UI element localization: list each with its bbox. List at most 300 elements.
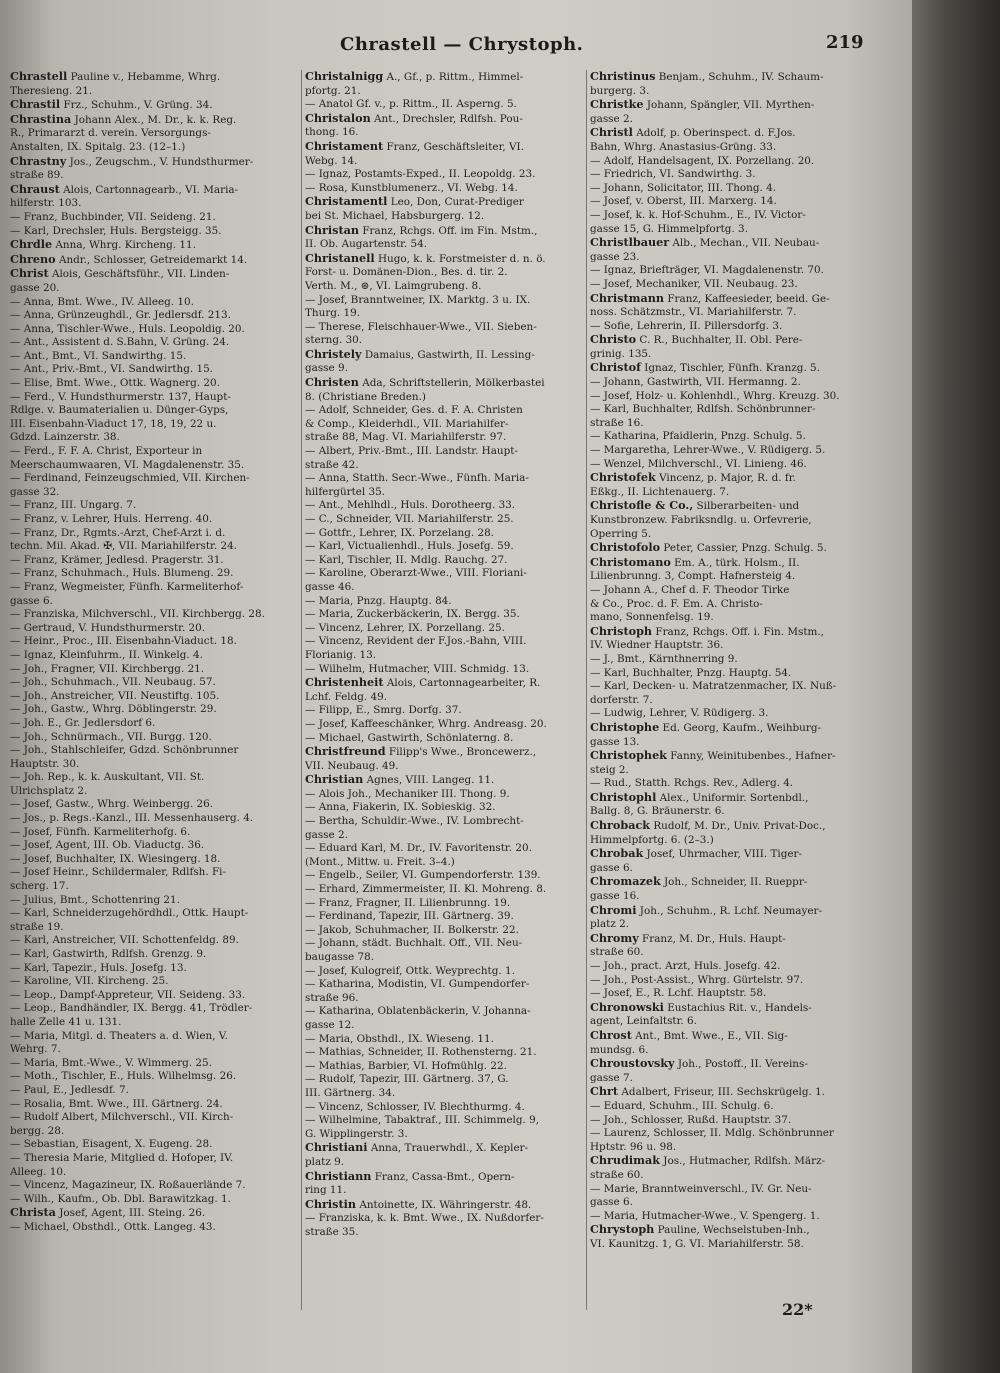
directory-entry <box>10 866 300 880</box>
directory-entry <box>10 98 300 113</box>
directory-entry <box>590 694 862 708</box>
directory-entry <box>590 653 862 667</box>
entry-text: — Michael, Gastwirth, Schönlaterng. 8. <box>305 731 514 744</box>
entry-text: Anna, Trauerwhdl., X. Kepler- <box>367 1142 529 1155</box>
directory-entry <box>305 513 595 527</box>
directory-entry <box>590 1044 862 1058</box>
entry-text: Hptstr. 96 u. 98. <box>590 1140 677 1153</box>
directory-entry <box>590 819 862 834</box>
entry-text: — Mathias, Barbier, VI. Hofmühlg. 22. <box>305 1059 507 1072</box>
directory-entry <box>590 791 862 806</box>
column-3 <box>590 70 862 1320</box>
directory-entry <box>305 622 595 636</box>
directory-entry <box>10 1179 300 1193</box>
entry-text: — Rud., Statth. Rchgs. Rev., Adlerg. 4. <box>590 777 794 790</box>
entry-text: gasse 20. <box>10 281 60 294</box>
entry-text: Ada, Schriftstellerin, Mölkerbastei <box>358 377 545 390</box>
entry-text: — Leop., Bandhändler, IX. Bergg. 41, Trödler- <box>10 1002 253 1015</box>
entry-text: — Franz, Krämer, Jedlesd. Pragerstr. 31. <box>10 553 224 566</box>
entry-text: — Erhard, Zimmermeister, II. Kl. Mohreng. 8. <box>305 883 547 896</box>
entry-text: — Josef, E., R. Lchf. Hauptstr. 58. <box>590 987 767 1000</box>
entry-text: — Karl, Decken- u. Matratzenmacher, IX. Nuß- <box>590 680 837 693</box>
directory-entry <box>590 847 862 862</box>
directory-entry <box>590 306 862 320</box>
entry-text: — C., Schneider, VII. Mariahilferstr. 25. <box>305 513 514 525</box>
directory-entry <box>590 1154 862 1169</box>
entry-text: Ballg. 8, G. Bräunerstr. 6. <box>590 805 725 818</box>
entry-text: — Josef, Gastw., Whrg. Weinbergg. 26. <box>10 798 214 811</box>
entry-text: — Franziska, k. k. Bmt. Wwe., IX. Nußdorfer- <box>305 1212 544 1225</box>
directory-entry <box>305 581 595 595</box>
directory-entry <box>10 1166 300 1180</box>
directory-entry <box>305 540 595 554</box>
entry-text: — Ant., Priv.-Bmt., VI. Sandwirthg. 15. <box>10 363 213 376</box>
directory-entry <box>10 1111 300 1125</box>
directory-entry <box>305 391 595 405</box>
entry-text: — Maria, Bmt.-Wwe., V. Wimmerg. 25. <box>10 1056 212 1069</box>
directory-entry <box>10 155 300 170</box>
entry-text: — Gottfr., Lehrer, IX. Porzelang. 28. <box>305 526 494 539</box>
directory-entry <box>10 581 300 595</box>
directory-entry <box>10 1098 300 1112</box>
entry-surname: Christalnigg <box>305 70 384 83</box>
entry-text: — Johann, Solicitator, III. Thong. 4. <box>590 181 777 194</box>
entry-text: — Karl, Drechsler, Huls. Bergsteigg. 35. <box>10 224 222 237</box>
entry-text: — Josef, v. Oberst, III. Marxerg. 14. <box>590 195 777 208</box>
directory-entry <box>305 691 595 705</box>
entry-surname: Christl <box>590 126 633 140</box>
entry-text: — Josef, Agent, III. Ob. Viaductg. 36. <box>10 839 205 852</box>
directory-entry <box>305 85 595 99</box>
directory-entry <box>10 513 300 527</box>
entry-text: straße 35. <box>305 1225 359 1238</box>
entry-text: Ant., Drechsler, Rdlfsh. Pou- <box>370 112 523 125</box>
entry-text: — Joh. E., Gr. Jedlersdorf 6. <box>10 716 156 729</box>
entry-text: A., Gf., p. Rittm., Himmel- <box>383 71 524 83</box>
entry-text: straße 89. <box>10 169 64 182</box>
directory-entry <box>10 445 300 459</box>
entry-text: — Karl, Buchhalter, Rdlfsh. Schönbrunner- <box>590 403 816 416</box>
entry-text: Anstalten, IX. Spitalg. 23. (12–1.) <box>10 140 186 153</box>
entry-text: — Wilhelmine, Tabaktraf., III. Schimmelg. 9, <box>305 1114 540 1127</box>
directory-entry <box>305 788 595 802</box>
directory-entry <box>590 611 862 625</box>
directory-entry <box>305 294 595 308</box>
entry-text: — Sofie, Lehrerin, II. Pillersdorfg. 3. <box>590 319 783 332</box>
entry-text: — Karoline, VII. Kircheng. 25. <box>10 975 169 988</box>
directory-entry <box>305 883 595 897</box>
entry-text: — Bertha, Schuldir.-Wwe., IV. Lombrecht- <box>305 815 524 828</box>
directory-entry <box>10 377 300 391</box>
entry-text: — Karl, Schneiderzugehördhdl., Ottk. Haupt- <box>10 907 249 920</box>
directory-entry <box>305 1212 595 1226</box>
entry-text: — Jakob, Schuhmacher, II. Bolkerstr. 22. <box>305 923 519 936</box>
entry-text: straße 96. <box>305 991 359 1004</box>
column-divider <box>301 70 302 1310</box>
entry-text: — Josef, Kaffeeschänker, Whrg. Andreasg. 20. <box>305 717 547 730</box>
directory-entry <box>590 98 862 113</box>
directory-entry <box>590 1100 862 1114</box>
directory-entry <box>305 418 595 432</box>
directory-entry <box>590 639 862 653</box>
directory-entry <box>590 598 862 612</box>
entry-text: — Ferdinand, Tapezir, III. Gärtnerg. 39. <box>305 910 514 923</box>
directory-entry <box>305 910 595 924</box>
entry-text: — Karl, Gastwirth, Rdlfsh. Grenzg. 9. <box>10 948 207 960</box>
directory-entry <box>10 225 300 239</box>
entry-surname: Chroustovsky <box>590 1057 675 1071</box>
directory-entry <box>590 70 862 85</box>
entry-text: Benjam., Schuhm., IV. Schaum- <box>655 71 824 83</box>
directory-entry <box>10 812 300 826</box>
entry-surname: Christophe <box>590 720 660 734</box>
directory-entry <box>590 805 862 819</box>
directory-entry <box>305 663 595 677</box>
entry-text: Johann, Spängler, VII. Myrthen- <box>643 99 815 112</box>
entry-surname: Christoph <box>590 624 653 638</box>
entry-text: — Engelb., Seiler, VI. Gumpendorferstr. 139. <box>305 869 541 882</box>
directory-entry <box>590 471 862 486</box>
directory-entry <box>10 1084 300 1098</box>
entry-text: Johann Alex., M. Dr., k. k. Reg. <box>71 113 237 126</box>
entry-surname: Chrdle <box>10 238 53 252</box>
directory-entry <box>10 113 300 128</box>
directory-entry <box>305 554 595 568</box>
entry-text: — Joh., Schnürmach., VII. Burgg. 120. <box>10 730 212 743</box>
entry-surname: Christament <box>305 139 384 153</box>
entry-text: — Katharina, Pfaidlerin, Pnzg. Schulg. 5. <box>590 430 806 443</box>
entry-surname: Chronowski <box>590 1000 664 1014</box>
entry-text: gasse 6. <box>10 594 53 607</box>
directory-entry <box>590 707 862 721</box>
entry-text: — Heinr., Proc., III. Eisenbahn-Viaduct. 18. <box>10 635 237 648</box>
entry-text: — Vincenz, Magazineur, IX. Roßauerlände 7. <box>10 1179 246 1192</box>
directory-entry <box>305 718 595 732</box>
directory-entry <box>305 1005 595 1019</box>
directory-entry <box>590 1210 862 1224</box>
directory-entry <box>10 197 300 211</box>
directory-entry <box>10 1043 300 1057</box>
directory-entry <box>10 350 300 364</box>
directory-entry <box>590 1183 862 1197</box>
entry-surname: Christo <box>590 333 637 347</box>
directory-entry <box>590 749 862 764</box>
directory-entry <box>590 444 862 458</box>
entry-text: — Rudolf Albert, Milchverschl., VII. Kirch- <box>10 1111 234 1124</box>
directory-entry <box>10 211 300 225</box>
entry-text: — Josef, Branntweiner, IX. Marktg. 3 u. IX. <box>305 293 531 306</box>
entry-text: — Ignaz, Briefträger, VI. Magdalenenstr. 70. <box>590 264 824 277</box>
directory-entry <box>590 904 862 919</box>
directory-entry <box>590 278 862 292</box>
entry-text: — Franz, Wegmeister, Fünfh. Karmeliterhof- <box>10 580 244 593</box>
directory-entry <box>305 238 595 252</box>
directory-entry <box>10 1030 300 1044</box>
directory-entry <box>305 1101 595 1115</box>
entry-text: — Joh., Fragner, VII. Kirchbergg. 21. <box>10 662 205 675</box>
directory-entry <box>305 307 595 321</box>
entry-text: Silberarbeiten- und <box>693 500 800 513</box>
entry-surname: Chrystoph <box>590 1223 655 1237</box>
entry-surname: Christan <box>305 223 360 237</box>
entry-text: Bahn, Whrg. Anastasius-Grüng. 33. <box>590 140 777 153</box>
entry-text: — Karl, Anstreicher, VII. Schottenfeldg. 89. <box>10 934 239 947</box>
entry-text: gasse 7. <box>590 1071 633 1084</box>
entry-text: Webg. 14. <box>305 154 358 167</box>
directory-entry <box>305 1170 595 1185</box>
entry-text: Josef, Agent, III. Steing. 26. <box>55 1207 206 1220</box>
entry-surname: Christin <box>305 1197 357 1211</box>
directory-entry <box>590 834 862 848</box>
entry-text: — Johann A., Chef d. F. Theodor Tirke <box>590 583 790 596</box>
directory-entry <box>590 417 862 431</box>
directory-entry <box>590 987 862 1001</box>
entry-text: (Mont., Mittw. u. Freit. 3–4.) <box>305 855 455 868</box>
entry-text: grinig. 135. <box>590 347 652 360</box>
directory-entry <box>305 1060 595 1074</box>
entry-text: gasse 13. <box>590 735 640 748</box>
directory-entry <box>305 527 595 541</box>
directory-entry <box>10 404 300 418</box>
entry-surname: Chromy <box>590 931 639 945</box>
entry-text: ring 11. <box>305 1184 347 1197</box>
entry-text: Florianig. 13. <box>305 648 377 661</box>
directory-entry <box>10 253 300 268</box>
entry-text: gasse 2. <box>590 112 633 125</box>
directory-entry <box>10 703 300 717</box>
entry-text: straße 42. <box>305 458 359 471</box>
entry-text: — Anna, Statth. Secr.-Wwe., Fünfh. Maria- <box>305 472 529 485</box>
entry-text: — Karoline, Oberarzt-Wwe., VIII. Floriani- <box>305 567 527 580</box>
entry-text: Ignaz, Tischler, Fünfh. Kranzg. 5. <box>640 362 820 375</box>
entry-text: Alb., Mechan., VII. Neubau- <box>669 237 820 250</box>
entry-text: — Vincenz, Lehrer, IX. Porzellang. 25. <box>305 621 505 634</box>
directory-entry <box>10 1221 300 1235</box>
directory-entry <box>590 85 862 99</box>
entry-text: Franz, Rchgs. Off. im Fin. Mstm., <box>359 224 538 237</box>
entry-text: Fanny, Weinitubenbes., Hafner- <box>666 750 836 763</box>
directory-entry <box>305 210 595 224</box>
entry-text: Jos., Hutmacher, Rdlfsh. März- <box>659 1155 826 1168</box>
entry-text: — Moth., Tischler, E., Huls. Wilhelmsg. 26. <box>10 1070 237 1083</box>
directory-entry <box>305 951 595 965</box>
directory-entry <box>590 486 862 500</box>
entry-text: Joh., Postoff., II. Vereins- <box>674 1058 808 1071</box>
entry-surname: Christian <box>305 773 364 787</box>
entry-text: — Joh., Gastw., Whrg. Döblingerstr. 29. <box>10 703 217 716</box>
directory-entry <box>10 975 300 989</box>
directory-entry <box>590 264 862 278</box>
directory-entry <box>305 937 595 951</box>
entry-text: Ed. Georg, Kaufm., Weihburg- <box>659 721 821 734</box>
directory-entry <box>590 1001 862 1016</box>
entry-text: — Josef Heinr., Schildermaler, Rdlfsh. Fi- <box>10 866 227 879</box>
directory-entry <box>10 336 300 350</box>
entry-text: gasse 46. <box>305 580 355 593</box>
entry-text: — Franz, Buchbinder, VII. Seideng. 21. <box>10 210 216 223</box>
entry-text: Peter, Cassier, Pnzg. Schulg. 5. <box>660 542 827 555</box>
directory-entry <box>10 85 300 99</box>
directory-entry <box>305 168 595 182</box>
directory-entry <box>305 1073 595 1087</box>
directory-entry <box>305 98 595 112</box>
entry-surname: Chrobak <box>590 847 644 861</box>
entry-text: Meerschaumwaaren, VI. Magdalenenstr. 35. <box>10 458 245 471</box>
entry-text: — Paul, E., Jedlesdf. 7. <box>10 1083 129 1096</box>
entry-surname: Christke <box>590 98 644 112</box>
entry-text: Filipp's Wwe., Broncewerz., <box>385 746 537 759</box>
directory-entry <box>10 948 300 962</box>
entry-text: — Johann, städt. Buchhalt. Off., VII. Neu- <box>305 937 523 950</box>
entry-text: — Mathias, Schneider, II. Rothensterng. 21. <box>305 1046 537 1059</box>
entry-text: Alleeg. 10. <box>10 1165 67 1178</box>
entry-text: sterng. 30. <box>305 334 363 347</box>
entry-surname: Christ <box>10 267 49 281</box>
entry-surname: Chrt <box>590 1085 619 1099</box>
directory-entry <box>10 1193 300 1207</box>
entry-text: — Eduard, Schuhm., III. Schulg. 6. <box>590 1099 774 1112</box>
entry-text: Leo, Don, Curat-Prediger <box>387 196 524 209</box>
signature-mark: 22* <box>782 1300 813 1319</box>
entry-text: gasse 2. <box>305 828 348 841</box>
entry-text: Rdlge. v. Baumaterialien u. Dünger-Gyps, <box>10 404 229 417</box>
directory-entry <box>10 826 300 840</box>
entry-text: — Joh., pract. Arzt, Huls. Josefg. 42. <box>590 960 781 972</box>
entry-text: Kunstbronzew. Fabriksndlg. u. Orfevrerie, <box>590 514 812 526</box>
directory-entry <box>590 862 862 876</box>
directory-entry <box>305 595 595 609</box>
entry-text: — Marie, Branntweinverschl., IV. Gr. Neu- <box>590 1182 812 1195</box>
entry-text: straße 60. <box>590 1168 644 1181</box>
entry-text: — Alois Joh., Mechaniker III. Thong. 9. <box>305 787 510 800</box>
entry-text: Hugo, k. k. Forstmeister d. n. ö. <box>374 252 546 265</box>
directory-entry <box>590 514 862 528</box>
entry-text: — Franziska, Milchverschl., VII. Kirchbergg. 28. <box>10 608 265 621</box>
directory-entry <box>10 962 300 976</box>
entry-text: mundsg. 6. <box>590 1043 649 1056</box>
entry-text: — Franz, Dr., Rgmts.-Arzt, Chef-Arzt i. d. <box>10 526 226 539</box>
directory-entry <box>10 391 300 405</box>
entry-text: — Ferd., V. Hundsthurmerstr. 137, Haupt- <box>10 390 231 403</box>
directory-entry <box>590 390 862 404</box>
entry-text: baugasse 78. <box>305 951 375 963</box>
directory-entry <box>305 404 595 418</box>
entry-text: gasse 23. <box>590 250 640 263</box>
directory-entry <box>590 625 862 640</box>
column-1 <box>10 70 300 1320</box>
directory-entry <box>305 704 595 718</box>
directory-entry <box>305 70 595 85</box>
entry-text: II. Ob. Augartenstr. 54. <box>305 238 428 251</box>
entry-text: Forst- u. Domänen-Dion., Bes. d. tir. 2. <box>305 266 508 279</box>
entry-surname: Christofek <box>590 471 656 485</box>
entry-text: burgerg. 3. <box>590 84 650 97</box>
directory-entry <box>590 890 862 904</box>
directory-entry <box>590 292 862 307</box>
entry-text: — Josef, Holz- u. Kohlenhdl., Whrg. Kreuzg. 30. <box>590 389 840 402</box>
entry-text: Alois, Cartonnagearbeiter, R. <box>383 677 541 690</box>
entry-text: Thurg. 19. <box>305 307 361 320</box>
directory-entry <box>305 1087 595 1101</box>
directory-entry <box>590 932 862 947</box>
directory-entry <box>590 1085 862 1100</box>
directory-entry <box>590 1015 862 1029</box>
directory-entry <box>10 183 300 198</box>
entry-text: — Therese, Fleischhauer-Wwe., VII. Sieben- <box>305 320 537 333</box>
directory-entry <box>10 894 300 908</box>
directory-entry <box>305 431 595 445</box>
entry-text: bergg. 28. <box>10 1124 65 1137</box>
entry-text: — Karl, Buchhalter, Pnzg. Hauptg. 54. <box>590 666 792 679</box>
directory-entry <box>590 1238 862 1252</box>
directory-entry <box>590 875 862 890</box>
entry-text: Wehrg. 7. <box>10 1043 61 1056</box>
directory-entry <box>590 584 862 598</box>
column-2 <box>305 70 595 1320</box>
entry-text: straße 88, Mag. VI. Mariahilferstr. 97. <box>305 431 507 444</box>
book-spine-edge <box>912 0 1000 1373</box>
directory-entry <box>305 348 595 363</box>
entry-text: Antoinette, IX. Währingerstr. 48. <box>356 1198 532 1211</box>
entry-text: Jos., Zeugschm., V. Hundsthurmer- <box>66 155 254 168</box>
entry-text: — Joh., Stahlschleifer, Gdzd. Schönbrunner <box>10 744 239 757</box>
directory-entry <box>590 541 862 556</box>
entry-text: — Franz, Fragner, II. Lilienbrunng. 19. <box>305 896 511 909</box>
entry-text: — Michael, Obsthdl., Ottk. Langeg. 43. <box>10 1220 216 1233</box>
directory-entry <box>10 771 300 785</box>
directory-entry <box>590 403 862 417</box>
entry-surname: Christiann <box>305 1169 372 1183</box>
directory-entry <box>590 721 862 736</box>
entry-text: Pauline, Wechselstuben-Inh., <box>654 1224 810 1237</box>
directory-entry <box>305 224 595 239</box>
entry-surname: Christalon <box>305 111 371 125</box>
directory-entry <box>10 1057 300 1071</box>
entry-text: Anna, Whrg. Kircheng. 11. <box>52 239 196 252</box>
entry-text: — Elise, Bmt. Wwe., Ottk. Wagnerg. 20. <box>10 377 220 390</box>
directory-entry <box>590 1057 862 1072</box>
entry-text: & Co., Proc. d. F. Em. A. Christo- <box>590 597 763 610</box>
entry-text: Lilienbrunng. 3, Compt. Hafnersteig 4. <box>590 570 796 583</box>
directory-entry <box>10 622 300 636</box>
directory-entry <box>10 649 300 663</box>
directory-entry <box>305 856 595 870</box>
directory-entry <box>305 815 595 829</box>
entry-text: — Sebastian, Eisagent, X. Eugeng. 28. <box>10 1138 213 1151</box>
directory-entry <box>10 499 300 513</box>
entry-text: Theresieng. 21. <box>10 84 93 97</box>
directory-entry <box>10 309 300 323</box>
entry-text: Hauptstr. 30. <box>10 757 80 770</box>
entry-text: — Anna, Fiakerin, IX. Sobieskig. 32. <box>305 801 496 814</box>
directory-entry <box>305 126 595 140</box>
entry-surname: Christinus <box>590 70 656 83</box>
entry-text: — Anatol Gf. v., p. Rittm., II. Asperng. 5. <box>305 98 517 111</box>
running-head: Chrastell — Chrystoph. <box>340 34 584 55</box>
entry-surname: Chreno <box>10 252 56 266</box>
entry-text: — Ignaz, Kleinfuhrm., II. Winkelg. 4. <box>10 648 203 661</box>
entry-text: gasse 15, G. Himmelpfortg. 3. <box>590 222 748 235</box>
directory-entry <box>10 554 300 568</box>
directory-entry <box>590 777 862 791</box>
entry-surname: Chrastny <box>10 154 67 168</box>
entry-text: — Ant., Mehlhdl., Huls. Dorotheerg. 33. <box>305 499 516 512</box>
entry-text: R., Primararzt d. verein. Versorgungs- <box>10 127 211 140</box>
entry-text: Alex., Uniformir. Sortenbdl., <box>656 791 809 804</box>
entry-text: — Maria, Pnzg. Hauptg. 84. <box>305 594 452 607</box>
entry-surname: Chromi <box>590 903 637 917</box>
directory-entry <box>10 459 300 473</box>
